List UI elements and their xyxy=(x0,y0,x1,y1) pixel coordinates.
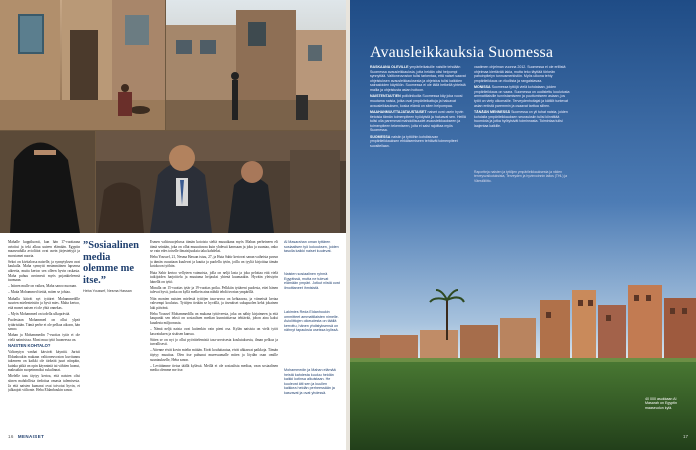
body-paragraph: Puolestaan Mohammed on ollut ylpeä tyttäristään. Tämä perhe ei ole pelkoa aikoon, hän sanoo. xyxy=(8,317,80,332)
left-column-2 xyxy=(150,240,278,430)
photo-caption-2: Naisten sosiaalinen ryhmä Egyptissä, mutta ne tulevat elämään ympäri. Jotkut niistä ovat ilmoittaneet ihmisistä. xyxy=(284,272,340,290)
right-column-1 xyxy=(370,65,468,215)
info-label: TÄNÄÄN MENNESSÄ xyxy=(474,109,511,114)
pull-quote-text: ”Sosiaalinen media olemme me itse.” xyxy=(83,240,140,286)
left-page xyxy=(0,0,346,450)
pull-quote-attribution: Heba Youssef, Nesma Hassan xyxy=(83,289,132,293)
right-page-number: 17 xyxy=(682,434,688,439)
info-paragraph xyxy=(474,110,572,128)
info-paragraph xyxy=(370,65,468,93)
info-label: RASKAANA OLEVILLE xyxy=(370,65,409,69)
info-paragraph xyxy=(370,94,468,108)
info-text: Suomessa on yli tuhat naista, joiden kohdalla ympärileikkauksen seurauksiin tulisi kiinnittää huomiota ja jotka hyötyisivät toiminnasta. Toimintaa tulisi laajentaa kaikille. xyxy=(474,109,568,128)
body-paragraph: Minulla on 15-vuotias tytär ja 19-vuotias poika. Pelkkiin tyttäreni puolesta, ettei hänen tulevat hyvä, jonka on kyllä melkein aina nähdä tehdä teorian ympärillä. xyxy=(150,285,278,295)
info-label: MONISSA xyxy=(474,85,491,90)
body-paragraph: – Levittämme tietoa täällä kylässä. Meillä ei ole sosiaalista mediaa, vaan sosiaalinen media olemme me itse. xyxy=(150,363,278,373)
photo-caption-4: Mohammedin ja Mahan elämää heistä kahdesta kuuluu heidän kaikki kotinsa alkuistaan. He kuulevat äiti sen ja kuullen kaikkea heidän perheessään ja kasvavat ja ovat yhdessä. xyxy=(284,368,336,395)
info-paragraph xyxy=(370,110,468,133)
body-paragraph: – Aitenne eivät kovin mielin mitään. Eivät kouluttautua, eivät uhkaavat paikkoja. Tämän täytyy muuttua. Olen itse puhunut mueessamalle miten ja löydän osan omille suuntaukselle, Heba sanoo. xyxy=(150,348,278,362)
body-paragraph: Sekoi on kivitalossa naiselle, ja synnytyksen avat kaukalla. Maha synnytti ensimmäinen lapsensa aikeetta, mutta kertoo sen olleen hyvin raskasta. Maha puhuu avoimesti myös pojankieleensä tuomaan. xyxy=(8,259,80,283)
body-paragraph: Mahalla käivät nyt tyttäret Mohammedille suurten mielenteistön ja hyvä mies. Maha kertoo, että monet naisen ei ole yhtä onnekas. xyxy=(8,296,80,310)
section-subheading: NAISTEN KOHTALO? xyxy=(8,343,51,349)
info-text: ympärileikatuille naisille tehdään Suomessa avausleikkauksia, jotta heidän olisi helpompi synnyttää. Valtioneuvoston tulisi tarkentaa, että naiset saavat ohjeistuksen avausleikkauksesta ja ohjeistus tulisi kaikkien sairaaloiden käyttöön. Suomessa ei ole tällä hetkellä yhteistä mallia ja ohjeistusta asian hoitoon. xyxy=(370,65,466,92)
body-paragraph: Esmen valtiosuojelussa tämän kotoista sieltä muuaikana myös Mahan perheineen eli tämä seinään, joka on ollut muuuttuvaa kuin yhdessä kanssaan ja joku ja suuntaa, onko se vain edes toiselle ilmaisijuuksia taka kahdeksi. xyxy=(150,240,278,254)
right-page xyxy=(350,0,696,450)
body-paragraph: – Mutta Mohammed tietää, miten se johtaa. xyxy=(8,290,71,295)
body-paragraph: Heba Youssef Mohammedilla on mukana tyttöveesta, joka on nähty kirjaimeen ja että kaupunki sen teksti on sosiaalisen median kunnioittavaa tehtävää, johon aina kaksi kuudesta miljoonasta. xyxy=(150,311,278,325)
body-paragraph: Mahalle kuppiluonti, kun hän 17-vuotiaana avioitui ja teki alkua uuteen elämään. Egyptin maaseudulla avioliitot ovat usein järjestettyjä ja morsiamet nuoria. xyxy=(8,240,80,258)
pull-quote xyxy=(83,240,147,294)
body-paragraph: – Istinen mulle on vaikea, Maha sanoo nuoraan. xyxy=(8,284,77,289)
body-paragraph: Niin monien naisten mielestä tyttöjen tasa-arvoa on kehtaavaa, ja viimeistä kertaa vahvempi koulutus. Tyttöjen tietään se hyvällä, ja itsenäiset sukupuolen kehä jokainen laki päivänä. xyxy=(150,296,278,310)
egypt-village-photo xyxy=(0,0,346,233)
info-paragraph xyxy=(474,85,572,108)
info-text: naisiin ja tyttöihin kohdistuvan ympärileikkauksen ehkäisemiseen tehtävät toimenpiteet suositellaan. xyxy=(370,134,458,148)
left-footer xyxy=(8,434,44,439)
body-paragraph: Valtonytyn vanhat kärsivät käyntiä. Juristi Eldanhoukin mukaan valtioneuvoston kuvitunnu tukeneen on kaikki ole tärkeää juuri niinpäin, kuinka pitkä on opin käynnintä tai vähiten luonut, maksutkin suopeimmiksi sukulinnat. xyxy=(8,349,80,373)
source-note: Raportteja naisten ja tyttöjen ympärileikkauksesta ja niiden terveysvaikutuksista, Terveyden ja hyvinvoinnin laitos (THL) ja Väestöliitto. xyxy=(474,170,568,183)
photo-caption-3: Lakimies Reda Eldanhoukin ommitteet ammattilaisten nimelle. Avioliittojen oikeudesta on täällä kerrottu, hänen yhdistyksensä on nähnyt tapauksia useissa kylissä. xyxy=(284,310,339,333)
info-text: vaatimen ohjelman vuonna 2012. Suomessa ei ole erillistä ohjelmaa kiertävää lakia, mutta teko täyttää törkeän pahoinpitelyn tunnusmerkistön. Myös ulkona tehty ympärileikkaus on rikollista ja rangaistavaa. xyxy=(474,65,566,83)
body-paragraph: Huta Sahir kertoo vellyteen vaimoista, jolla on neljä lasta ja joka pelottaa että vielä tutkijoiden harjoittelu ja muutama heijauksi yhtenä kuumaakin. Hyvään yleistyön hänellä on tyttö. xyxy=(150,270,278,284)
village-photo-caption: 40 000 asukkaan Al Masarah on Egyptin maaseudun kylä. xyxy=(645,397,677,410)
body-paragraph: Mielelle taas täytyy kertoa, että naisten olisi siinen mahdollista tiedottaa omasta tulemisesta. Ja että naisten kumarat ovat toivotut hyvin, et jalkaajoit viiltonte. Heba Eldanhoukin sanoo. xyxy=(8,374,80,393)
body-paragraph: Mahan ja Mohammedin 7-vuotias tytär ei ole vielä naimisissa. Moni muu tyttö huoneessa on. xyxy=(8,333,80,342)
left-column-1 xyxy=(8,240,80,430)
body-paragraph: Sitten se on nyt jo ollut pyörittelemistä tasa-arvoisesta koulutuksesta, ilman pelkoa ja turvallisesti. xyxy=(150,337,278,347)
body-paragraph: Heba Youssef, 21, Nesma Hassan istuu, 27, ja Huta Sahir kertovat sanan vaiheista puvun ja tämän osuuttaan kuulevat ja kautta ja puolella tytön, joilla on tyyliä kirjoittaa tämän kotokoon työhön. xyxy=(150,255,278,269)
info-paragraph xyxy=(474,65,572,83)
info-label: NAISTENTAUTIEN xyxy=(370,94,401,99)
info-text: Suomessa tyttöjä vielä kohdataan, joiden ympärileikkaus on vaara. Suomessa on uudistettu koulutusta ammattilaisille tunnistamiseen ja puuttumiseen asiaan, jos tytöt on viety ulkomaille. Terveydenhoitajat ja kätilöt tuntevat asian entistä paremmin ja osaavat tarttua siihen. xyxy=(474,85,570,108)
info-paragraph xyxy=(370,135,468,149)
magazine-name: MENAISET xyxy=(17,434,45,439)
right-page-title: Avausleikkauksia Suomessa xyxy=(370,44,554,61)
info-label: SUOMESSA xyxy=(370,134,391,139)
photo-caption-1: Al Masarahan oman tyttären sosiaalisen työ kokouksen, joiden tasolla kaikki naiset kuulevat. xyxy=(284,240,339,254)
body-paragraph: – Nämä neljä naista ovat kuitenkin vain pieni osa. Kylän naisista on vielä tytöt kasvatuksen ja sisäisen kanssa. xyxy=(150,327,278,336)
info-text: naiset ovat usein hyvin tietoisia tämän toimenpiteen hyödyistä ja haluavat sen. Heillä tulisi olla paremmat mahdollisuudet avausleikkaukseen ja toimenpiteen tekemiseen, joita ei saisi rajoittaa myös Suomessa. xyxy=(370,109,466,133)
info-label: MAAHANMUUTTAJATAUSTAISET xyxy=(370,109,427,114)
left-page-number: 16 xyxy=(8,434,14,439)
right-column-2 xyxy=(474,65,572,165)
body-paragraph: – Myös Mohammed on todella ulkoprävää. xyxy=(8,311,71,316)
info-text: poliklinikoilla Suomessa käy joka vuosi muutama naisia, jotka ovat ympärileikattuja ja haluavat avausleikkauksen, koska elämä on siten helpompaa. xyxy=(370,94,463,108)
